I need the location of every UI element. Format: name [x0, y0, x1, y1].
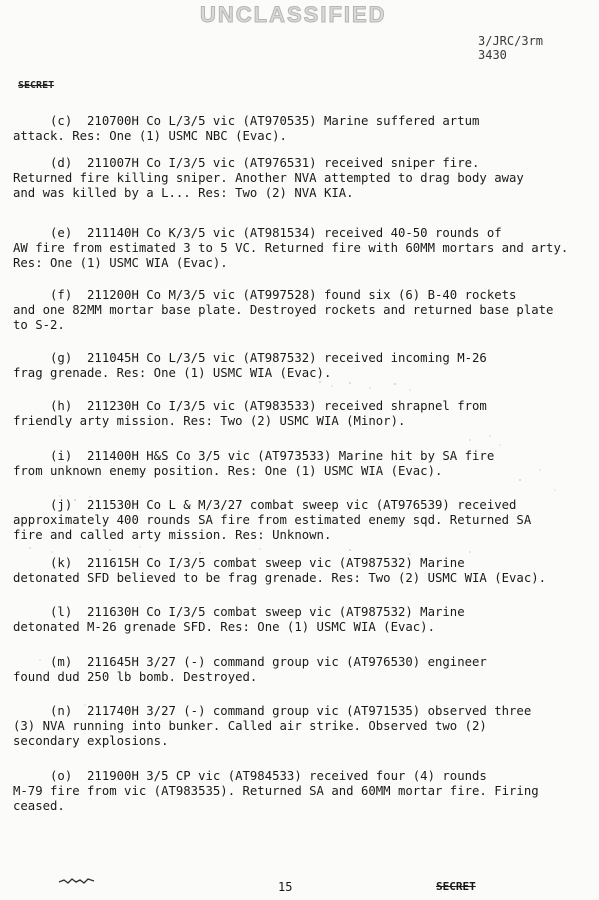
reference-block — [478, 34, 543, 62]
entry-j: (j) 211530H Co L & M/3/27 combat sweep vic (AT976539) received approximately 400 rounds SA fire from estimated enemy sqd. Returned SA fire and called arty mission. Res: Unknown. — [13, 498, 532, 542]
entry-d: (d) 211007H Co I/3/5 vic (AT976531) received sniper fire. Returned fire killing sniper. Another NVA attempted to drag body away and was killed by a L... Res: Two (2) NVA KIA. — [13, 156, 524, 200]
reference-line-2: 3430 — [478, 48, 507, 62]
entry-f: (f) 211200H Co M/3/5 vic (AT997528) found six (6) B-40 rockets and one 82MM mortar base plate. Destroyed rockets and returned base plate to S-2. — [13, 288, 554, 332]
entry-n: (n) 211740H 3/27 (-) command group vic (AT971535) observed three (3) NVA running into bunker. Called air strike. Observed two (2) secondary explosions. — [13, 704, 532, 748]
unclassified-stamp: UNCLASSIFIED — [200, 2, 387, 27]
entry-o: (o) 211900H 3/5 CP vic (AT984533) received four (4) rounds M-79 fire from vic (AT983535). Returned SA and 60MM mortar fire. Firing ceased. — [13, 769, 539, 813]
entry-c-first: (c) 210700H Co L/3/5 vic (AT970535) Marine suffered artum attack. Res: One (1) USMC NBC (Evac). — [13, 114, 480, 143]
entry-m: (m) 211645H 3/27 (-) command group vic (AT976530) engineer found dud 250 lb bomb. Destroyed. — [13, 655, 487, 684]
entry-k: (k) 211615H Co I/3/5 combat sweep vic (AT987532) Marine detonated SFD believed to be frag grenade. Res: Two (2) USMC WIA (Evac). — [13, 556, 547, 585]
entry-l: (l) 211630H Co I/3/5 combat sweep vic (AT987532) Marine detonated M-26 grenade SFD. Res: One (1) USMC WIA (Evac). — [13, 605, 465, 634]
classification-marking-bottom: SECRET — [436, 880, 476, 893]
handwritten-mark — [58, 876, 96, 886]
page-number: 15 — [278, 880, 293, 894]
classification-marking-top: SECRET — [18, 80, 55, 91]
entry-i: (i) 211400H H&S Co 3/5 vic (AT973533) Marine hit by SA fire from unknown enemy position. Res: One (1) USMC WIA (Evac). — [13, 449, 495, 478]
entry-g: (g) 211045H Co L/3/5 vic (AT987532) received incoming M-26 frag grenade. Res: One (1) USMC WIA (Evac). — [13, 351, 487, 380]
entry-h: (h) 211230H Co I/3/5 vic (AT983533) received shrapnel from friendly arty mission. Res: Two (2) USMC WIA (Minor). — [13, 399, 487, 428]
reference-line-1: 3/JRC/3rm — [478, 34, 544, 48]
entry-c-second: (e) 211140H Co K/3/5 vic (AT981534) received 40-50 rounds of AW fire from estimated 3 to 5 VC. Returned fire with 60MM mortars and arty. Res: One (1) USMC WIA (Evac). — [13, 226, 569, 270]
